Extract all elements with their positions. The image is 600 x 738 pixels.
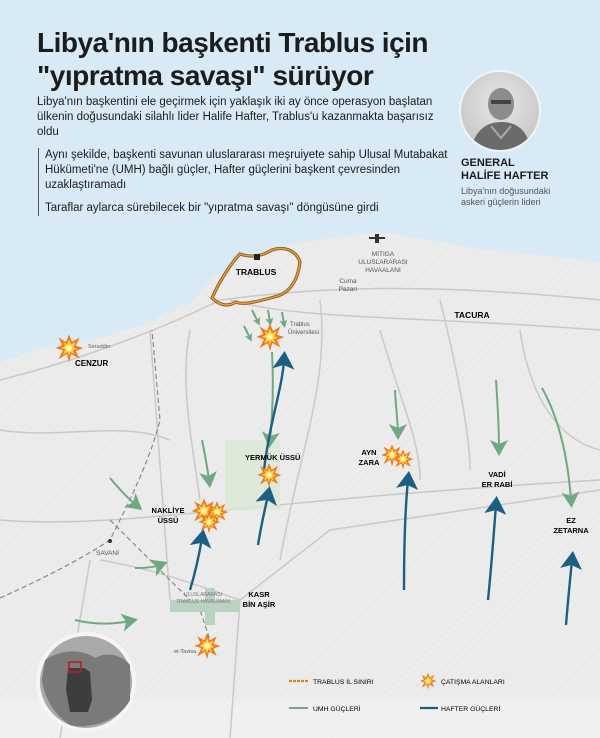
capital-marker bbox=[254, 254, 260, 260]
label-mitiga: MITIGA bbox=[371, 251, 395, 258]
key-points bbox=[38, 148, 452, 216]
label-nakliye: NAKLİYE bbox=[151, 506, 185, 515]
label-vadi-er-rabi: ER RABİ bbox=[481, 480, 513, 489]
label-cenzur: CENZUR bbox=[75, 359, 109, 368]
legend-boundary-label: TRABLUS İL SINIRI bbox=[313, 679, 374, 686]
profile-name bbox=[461, 157, 581, 183]
label-ayn-zara: ZARA bbox=[358, 458, 380, 467]
label-ez-zetarna: EZ bbox=[566, 516, 576, 525]
label-ayn-zara: AYN bbox=[361, 448, 377, 457]
key-point: Aynı şekilde, başkenti savunan uluslararası meşruiyete sahip Ulusal Mutabakat Hükümeti'ne (UMH) bağlı güçler, Hafter güçlerini başkent çevresinden uzaklaştıramadı bbox=[45, 149, 448, 191]
label-mitiga: ULUSLARARASI bbox=[358, 259, 408, 266]
label-kasr-bin-asir: BİN AŞİR bbox=[242, 600, 276, 609]
profile-description bbox=[461, 186, 581, 208]
profile-fullname: HALİFE HAFTER bbox=[461, 170, 549, 182]
header-text-column bbox=[37, 26, 452, 216]
legend-clash-label: ÇATIŞMA ALANLARI bbox=[441, 679, 505, 686]
page-title bbox=[37, 26, 452, 92]
label-nakliye: ÜSSÜ bbox=[157, 516, 179, 525]
title-line-2: "yıpratma savaşı" sürüyor bbox=[37, 60, 374, 91]
legend-umh-label: UMH GÜÇLERİ bbox=[313, 706, 361, 713]
label-trablus-airport: ULUSLARARASI bbox=[183, 592, 223, 598]
label-cuma-pazari: Cuma bbox=[339, 278, 357, 285]
label-university: Üniversitesi bbox=[288, 330, 320, 336]
label-et-tavisa: et-Tavisa bbox=[174, 649, 197, 655]
label-trablus: TRABLUS bbox=[235, 267, 277, 277]
label-vadi-er-rabi: VADİ bbox=[488, 470, 506, 479]
profile-desc-line: askeri güçlerin lideri bbox=[461, 197, 541, 207]
label-kasr-bin-asir: KASR bbox=[248, 590, 270, 599]
hafter-portrait bbox=[459, 70, 541, 152]
label-savani: SAVANİ bbox=[96, 550, 119, 557]
label-mitiga: HAVAALANI bbox=[365, 267, 401, 274]
label-ez-zetarna: ZETARNA bbox=[553, 526, 589, 535]
intro-text: Libya'nın başkentini ele geçirmek için yaklaşık iki ay önce operasyon başlatan ülkenin doğusundaki silahlı lider Halife Hafter, Trablus'u kazanmakta başarısız oldu bbox=[37, 96, 434, 138]
legend-hafter-label: HAFTER GÜÇLERİ bbox=[441, 706, 501, 713]
label-tacura: TACURA bbox=[454, 310, 490, 320]
title-line-1: Libya'nın başkenti Trablus için bbox=[37, 27, 429, 58]
libya-shape bbox=[66, 668, 92, 712]
key-point: Taraflar aylarca sürebilecek bir "yıpratma savaşı" döngüsüne girdi bbox=[45, 202, 379, 214]
label-trablus-airport: TRABLUS HAVALİMANI bbox=[176, 599, 230, 605]
profile-desc-line: Libya'nın doğusundaki bbox=[461, 186, 551, 196]
label-yermuk: YERMÜK ÜSSÜ bbox=[245, 453, 301, 462]
locator-globe bbox=[36, 632, 136, 732]
profile-title: GENERAL bbox=[461, 157, 515, 169]
label-seraddin: Seraddin bbox=[88, 344, 111, 350]
label-cuma-pazari: Pazarı bbox=[338, 286, 358, 293]
label-university: Trablus bbox=[290, 322, 310, 328]
